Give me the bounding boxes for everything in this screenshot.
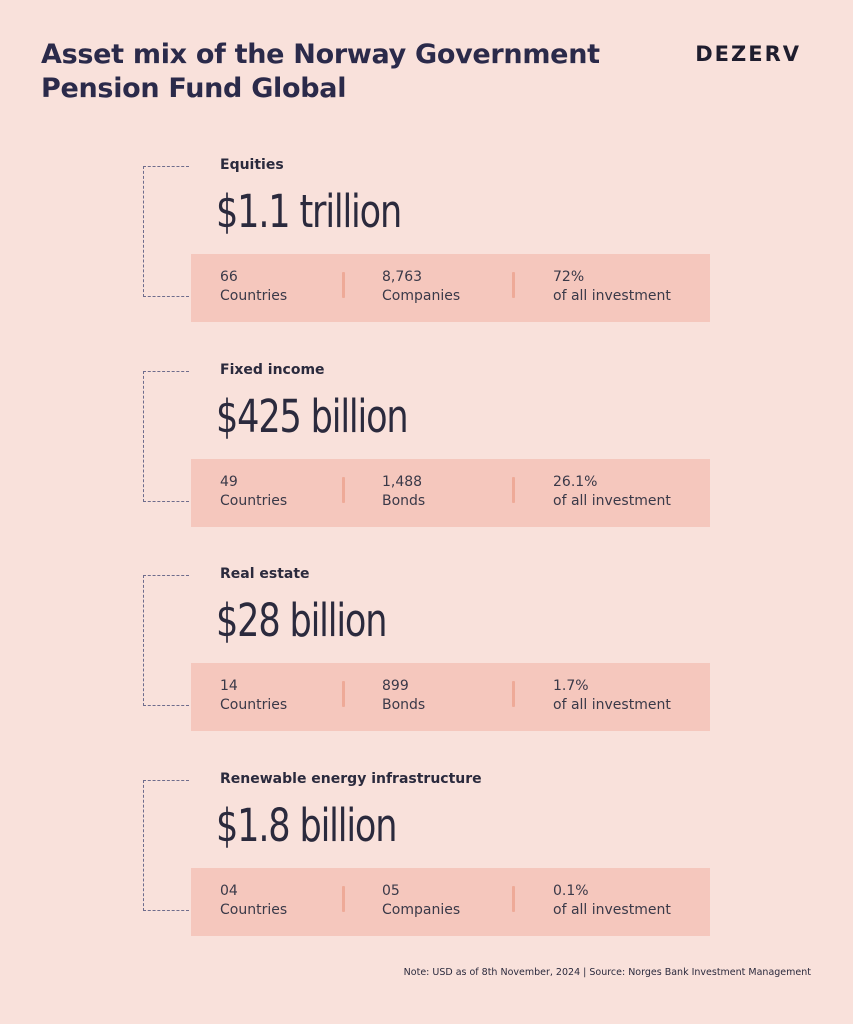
section-label: Equities (220, 157, 284, 173)
stat-divider (512, 681, 515, 707)
stat-box (191, 868, 710, 936)
section-value: $1.8 billion (216, 799, 397, 852)
stat-holdings (382, 882, 460, 920)
asset-section-real-estate (0, 566, 853, 755)
stat-caption: Bonds (382, 697, 426, 713)
footer-note: Note: USD as of 8th November, 2024 | Source: Norges Bank Investment Management (403, 967, 811, 978)
bracket-connector (143, 780, 189, 911)
stat-number: 1.7% (553, 678, 589, 694)
stat-number: 0.1% (553, 883, 589, 899)
section-value: $425 billion (216, 390, 408, 443)
stat-number: 05 (382, 883, 400, 899)
stat-caption: of all investment (553, 288, 671, 304)
stat-caption: Companies (382, 902, 461, 918)
stat-caption: of all investment (553, 902, 671, 918)
stat-box (191, 254, 710, 322)
page-title: Asset mix of the Norway Government Pension Fund Global (41, 39, 600, 104)
stat-holdings (382, 268, 460, 306)
section-value: $1.1 trillion (216, 185, 402, 238)
section-value: $28 billion (216, 594, 387, 647)
stat-divider (512, 886, 515, 912)
stat-divider (342, 886, 345, 912)
stat-number: 04 (220, 883, 238, 899)
stat-divider (512, 477, 515, 503)
stat-share (553, 882, 671, 920)
stat-share (553, 473, 671, 511)
stat-holdings (382, 473, 425, 511)
stat-countries (220, 473, 287, 511)
bracket-connector (143, 166, 189, 297)
asset-section-fixed-income (0, 362, 853, 551)
stat-number: 26.1% (553, 474, 598, 490)
stat-divider (512, 272, 515, 298)
asset-section-equities (0, 157, 853, 346)
brand-logo: DEZERV (695, 42, 801, 66)
stat-box (191, 663, 710, 731)
bracket-connector (143, 371, 189, 502)
stat-box (191, 459, 710, 527)
section-label: Real estate (220, 566, 310, 582)
stat-number: 66 (220, 269, 238, 285)
stat-number: 899 (382, 678, 409, 694)
stat-divider (342, 681, 345, 707)
stat-caption: of all investment (553, 697, 671, 713)
stat-caption: Companies (382, 288, 461, 304)
stat-caption: of all investment (553, 493, 671, 509)
section-label: Fixed income (220, 362, 325, 378)
stat-countries (220, 268, 287, 306)
stat-caption: Countries (220, 493, 288, 509)
stat-caption: Countries (220, 288, 288, 304)
section-label: Renewable energy infrastructure (220, 771, 482, 787)
stat-divider (342, 272, 345, 298)
asset-section-renewable-energy (0, 771, 853, 960)
stat-number: 14 (220, 678, 238, 694)
stat-number: 1,488 (382, 474, 423, 490)
stat-divider (342, 477, 345, 503)
stat-number: 8,763 (382, 269, 423, 285)
stat-caption: Bonds (382, 493, 426, 509)
stat-share (553, 677, 671, 715)
bracket-connector (143, 575, 189, 706)
stat-share (553, 268, 671, 306)
stat-holdings (382, 677, 425, 715)
stat-number: 49 (220, 474, 238, 490)
stat-caption: Countries (220, 902, 288, 918)
stat-countries (220, 882, 287, 920)
stat-countries (220, 677, 287, 715)
stat-number: 72% (553, 269, 585, 285)
stat-caption: Countries (220, 697, 288, 713)
